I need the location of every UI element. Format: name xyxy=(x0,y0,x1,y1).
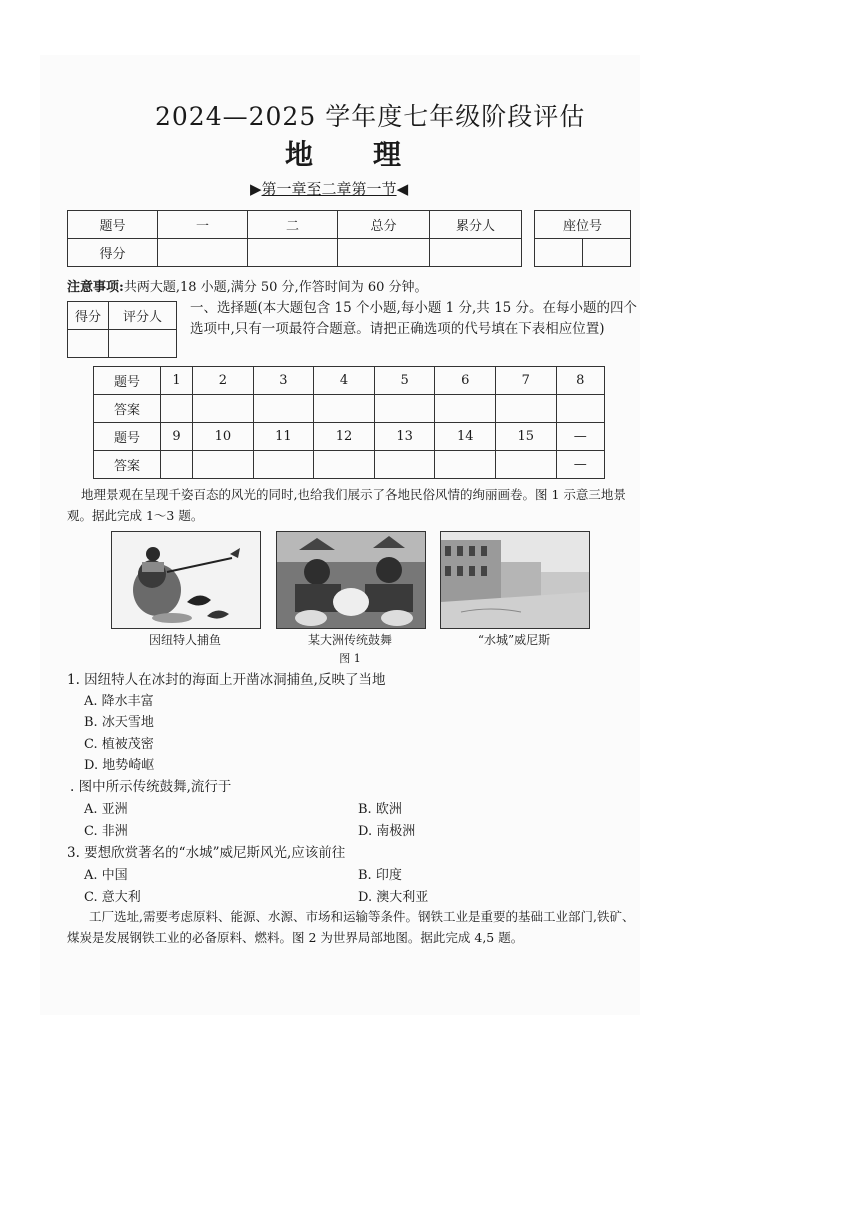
figure-caption: 因纽特人捕鱼 xyxy=(148,633,221,647)
seat-cell[interactable] xyxy=(535,239,583,267)
answer-row-label: 题号 xyxy=(94,423,161,451)
question-number: 10 xyxy=(193,423,254,451)
answer-table xyxy=(93,366,605,479)
score-header-cell: 二 xyxy=(248,211,338,239)
question-1-stem: 1. 因纽特人在冰封的海面上开凿冰洞捕鱼,反映了当地 xyxy=(67,672,386,688)
question-number: 3 xyxy=(253,367,314,395)
answer-label: 答案 xyxy=(94,451,161,479)
score-row-label: 得分 xyxy=(68,239,158,267)
score-table xyxy=(67,210,522,267)
seat-label: 座位号 xyxy=(535,211,631,239)
question-2-option[interactable]: D. 南极洲 xyxy=(358,824,416,839)
question-1-option[interactable]: B. 冰天雪地 xyxy=(84,715,154,730)
question-number: 12 xyxy=(314,423,375,451)
score-header-cell: 一 xyxy=(158,211,248,239)
question-3-option[interactable]: B. 印度 xyxy=(358,868,402,883)
grader-cell[interactable] xyxy=(68,330,109,358)
score-header-cell: 总分 xyxy=(338,211,430,239)
section1-instructions: 一、选择题(本大题包含 15 个小题,每小题 1 分,共 15 分。在每小题的四个选项中,只有一项最符合题意。请把正确选项的代号填在下表相应位置) xyxy=(190,300,638,337)
question-2-option[interactable]: B. 欧洲 xyxy=(358,802,402,817)
question-number: 13 xyxy=(374,423,435,451)
photo-venice xyxy=(440,531,590,629)
intro-paragraph-1: 地理景观在呈现千姿百态的风光的同时,也给我们展示了各地民俗风情的绚丽画卷。图 1 示意三地景观。据此完成 1～3 题。 xyxy=(67,487,626,523)
figure-caption: 某大洲传统鼓舞 xyxy=(307,633,392,647)
grader-cell[interactable] xyxy=(109,330,177,358)
right-arrow-icon: ◀ xyxy=(396,180,409,198)
score-cell[interactable] xyxy=(248,239,338,267)
answer-cell[interactable] xyxy=(435,395,496,423)
intro-paragraph-2: 工厂选址,需要考虑原料、能源、水源、市场和运输等条件。钢铁工业是重要的基础工业部门,铁矿、煤炭是发展钢铁工业的必备原料、燃料。图 2 为世界局部地图。据此完成 4,5 题。 xyxy=(67,909,635,945)
question-number: 8 xyxy=(556,367,604,395)
question-number: 7 xyxy=(496,367,557,395)
answer-cell[interactable] xyxy=(374,395,435,423)
grader-table xyxy=(67,301,177,358)
question-1-option[interactable]: D. 地势崎岖 xyxy=(84,758,155,773)
answer-cell[interactable] xyxy=(253,395,314,423)
seat-table xyxy=(534,210,631,267)
chapter-range xyxy=(250,178,408,199)
photo-drum-dance xyxy=(276,531,426,629)
question-number: 6 xyxy=(435,367,496,395)
answer-cell[interactable] xyxy=(314,451,375,479)
question-number: 15 xyxy=(496,423,557,451)
answer-cell[interactable] xyxy=(193,451,254,479)
question-3-option[interactable]: A. 中国 xyxy=(84,868,128,883)
notice-label: 注意事项: xyxy=(67,280,124,295)
score-header-cell: 题号 xyxy=(68,211,158,239)
subject-title: 地理 xyxy=(285,138,462,171)
answer-cell[interactable] xyxy=(161,395,193,423)
dash-cell: — xyxy=(556,451,604,479)
question-number: 4 xyxy=(314,367,375,395)
question-number: 11 xyxy=(253,423,314,451)
grader-label: 评分人 xyxy=(109,302,177,330)
question-2-option[interactable]: C. 非洲 xyxy=(84,824,128,839)
question-2-stem: . 图中所示传统鼓舞,流行于 xyxy=(70,779,232,795)
question-3-stem: 3. 要想欣赏著名的“水城”威尼斯风光,应该前往 xyxy=(67,845,346,861)
answer-cell[interactable] xyxy=(161,451,193,479)
score-cell[interactable] xyxy=(429,239,521,267)
question-number: — xyxy=(556,423,604,451)
score-cell[interactable] xyxy=(158,239,248,267)
answer-cell[interactable] xyxy=(314,395,375,423)
answer-cell[interactable] xyxy=(435,451,496,479)
answer-cell[interactable] xyxy=(496,451,557,479)
photo-inuit-fishing xyxy=(111,531,261,629)
answer-cell[interactable] xyxy=(253,451,314,479)
question-1-option[interactable]: C. 植被茂密 xyxy=(84,737,154,752)
notice-text: 共两大题,18 小题,满分 50 分,作答时间为 60 分钟。 xyxy=(123,280,428,295)
answer-label: 答案 xyxy=(94,395,161,423)
score-header-cell: 累分人 xyxy=(429,211,521,239)
answer-cell[interactable] xyxy=(193,395,254,423)
answer-row-label: 题号 xyxy=(94,367,161,395)
answer-cell[interactable] xyxy=(556,395,604,423)
exam-title: 2024—2025 学年度七年级阶段评估 xyxy=(155,102,586,131)
question-number: 9 xyxy=(161,423,193,451)
question-2-option[interactable]: A. 亚洲 xyxy=(84,802,128,817)
answer-cell[interactable] xyxy=(374,451,435,479)
question-3-option[interactable]: C. 意大利 xyxy=(84,890,141,905)
question-number: 5 xyxy=(374,367,435,395)
notice xyxy=(67,276,428,295)
question-number: 1 xyxy=(161,367,193,395)
left-arrow-icon: ▶ xyxy=(250,180,262,198)
figure-caption: “水城”威尼斯 xyxy=(477,633,551,647)
question-3-option[interactable]: D. 澳大利亚 xyxy=(358,890,429,905)
question-number: 2 xyxy=(193,367,254,395)
question-1-option[interactable]: A. 降水丰富 xyxy=(84,694,154,709)
figure-label: 图 1 xyxy=(339,652,361,665)
chapter-text: 第一章至二章第一节 xyxy=(261,180,397,198)
seat-cell[interactable] xyxy=(582,239,630,267)
question-number: 14 xyxy=(435,423,496,451)
grader-score-label: 得分 xyxy=(68,302,109,330)
score-cell[interactable] xyxy=(338,239,430,267)
answer-cell[interactable] xyxy=(496,395,557,423)
